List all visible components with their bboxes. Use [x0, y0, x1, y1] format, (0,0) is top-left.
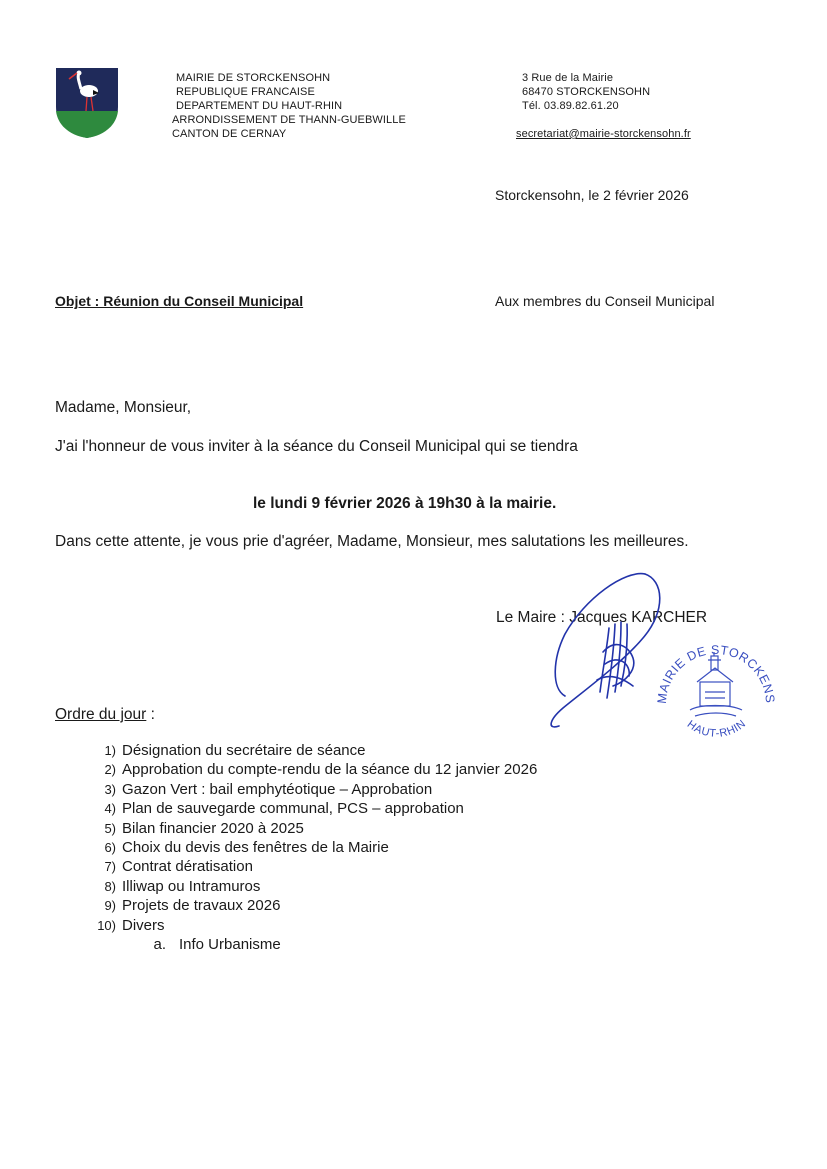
- item-number: 6): [104, 839, 116, 855]
- list-item: [93, 857, 653, 876]
- subject-line: Objet : Réunion du Conseil Municipal: [55, 293, 304, 309]
- item-text: Désignation du secrétaire de séance: [122, 742, 366, 759]
- stamp-top-text: [650, 630, 777, 704]
- item-number: 10): [97, 917, 116, 933]
- item-text: Contrat dératisation: [122, 858, 253, 876]
- address-block: [522, 71, 650, 113]
- invitation-text: J'ai l'honneur de vous inviter à la séance du Conseil Municipal qui se tiendra: [55, 438, 578, 455]
- stamp-top-path: MAIRIE DE STORCKENS: [654, 642, 778, 705]
- agenda-title-line: [55, 705, 155, 725]
- item-text: Approbation du compte-rendu de la séance du 12 janvier 2026: [122, 761, 538, 779]
- list-item: [93, 819, 653, 838]
- mairie-line: ARRONDISSEMENT DE THANN-GUEBWILLE: [172, 114, 406, 126]
- stamp-bottom-path: HAUT-RHIN: [684, 717, 749, 740]
- list-item: [93, 877, 653, 896]
- address-line: 68470 STORCKENSOHN: [522, 86, 651, 98]
- list-item: [93, 838, 653, 857]
- item-text: Illiwap ou Intramuros: [122, 877, 261, 895]
- item-text: Divers: [122, 916, 165, 934]
- list-item: [93, 760, 653, 779]
- meeting-datetime: le lundi 9 février 2026 à 19h30 à la mairie.: [253, 495, 557, 512]
- item-text: Choix du devis des fenêtres de la Mairie: [122, 838, 389, 856]
- salutation: Madame, Monsieur,: [55, 399, 192, 416]
- list-item: [93, 780, 653, 799]
- item-number: 2): [104, 762, 116, 778]
- item-text: Gazon Vert : bail emphytéotique – Approbation: [122, 780, 433, 798]
- item-number: 8): [104, 878, 116, 894]
- item-number: 3): [104, 781, 116, 797]
- mairie-line: DEPARTEMENT DU HAUT-RHIN: [176, 100, 343, 112]
- sub-item-text: Info Urbanisme: [179, 935, 281, 953]
- phone-line: Tél. 03.89.82.61.20: [522, 100, 619, 112]
- item-number: 1): [104, 743, 116, 758]
- sub-item-letter: a.: [153, 935, 166, 953]
- date-line: Storckensohn, le 2 février 2026: [495, 187, 689, 203]
- list-item: [93, 896, 653, 915]
- mairie-header: [172, 71, 406, 141]
- item-text: Plan de sauvegarde communal, PCS – approbation: [122, 800, 464, 818]
- address-line: 3 Rue de la Mairie: [522, 72, 614, 84]
- official-stamp: [650, 630, 780, 745]
- mairie-line: REPUBLIQUE FRANCAISE: [176, 86, 315, 98]
- item-number: 9): [104, 898, 116, 914]
- sub-list-item: [93, 935, 653, 954]
- item-number: 4): [104, 801, 116, 817]
- email-link[interactable]: secretariat@mairie-storckensohn.fr: [516, 128, 691, 140]
- stamp-bottom-text: [685, 718, 749, 740]
- item-number: 5): [104, 820, 116, 836]
- list-item: [93, 799, 653, 818]
- mairie-line: MAIRIE DE STORCKENSOHN: [176, 72, 331, 84]
- item-number: 7): [104, 859, 116, 875]
- mayor-signature-label: Le Maire : Jacques KARCHER: [496, 609, 708, 626]
- agenda-title-suffix: :: [146, 706, 155, 723]
- agenda-title: Ordre du jour: [55, 706, 147, 723]
- mairie-line: CANTON DE CERNAY: [172, 128, 287, 140]
- item-text: Bilan financier 2020 à 2025: [122, 819, 304, 837]
- closing-text: Dans cette attente, je vous prie d'agréer, Madame, Monsieur, mes salutations les meilleures.: [55, 533, 689, 550]
- item-text: Projets de travaux 2026: [122, 897, 281, 915]
- agenda-list: [93, 741, 653, 954]
- coat-of-arms-icon: [55, 67, 119, 139]
- list-item: [93, 741, 653, 760]
- list-item: [93, 916, 653, 935]
- recipients-line: Aux membres du Conseil Municipal: [495, 293, 715, 309]
